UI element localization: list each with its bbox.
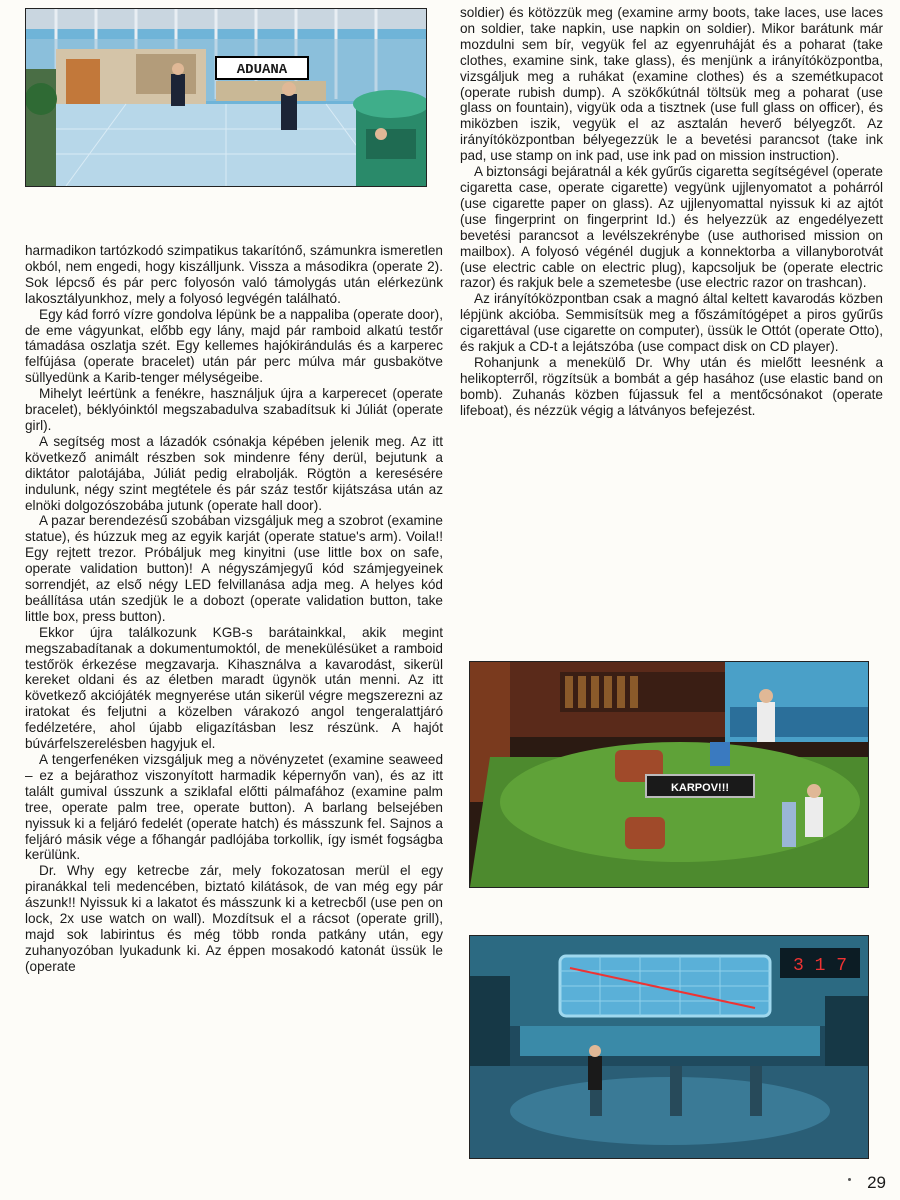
- karpov-label: KARPOV!!!: [670, 782, 730, 794]
- page-dot: [848, 1178, 851, 1181]
- control-room-scene: [470, 936, 868, 1158]
- control-display: 3 1 7: [792, 956, 848, 976]
- game-screenshot-aduana: [25, 8, 427, 187]
- paragraph: A pazar berendezésű szobában vizsgáljuk meg a szobrot (examine statue), és húzzuk meg az egyik karját (operate statue's arm). Voila!! Egy rejtett trezor. Próbáljuk meg kinyitni (use little box on safe, operate validation button)! A négyszámjegyű kód számjegyeinek sorrendjét, az első négy LED felvillanása adja meg. A helyes kód beállítása után szedjük le a dobozt (operate validation button, take little box, press button).: [25, 513, 443, 624]
- paragraph: Rohanjunk a menekülő Dr. Why után és mielőtt leesnénk a helikopterről, rögzítsük a bombát a gép hasához (use elastic band on bomb). Zuhanás közben fújassuk fel a mentőcsónakot (operate lifeboat), és nézzük végig a látványos befejezést.: [460, 354, 883, 418]
- paragraph: Mihelyt leértünk a fenékre, használjuk újra a karperecet (operate bracelet), béklyóinktól megszabadulva szabadítsuk ki Júliát (operate girl).: [25, 386, 443, 433]
- left-text-column: [25, 243, 443, 975]
- paragraph: Egy kád forró vízre gondolva lépünk be a nappaliba (operate door), de eme vágyunkat, előbb egy lány, majd pár ramboid alkatú testőr támadása oszlatja szét. Egy kellemes hajókirándulás és a karperec felfújása (operate bracelet) után pár perc múlva már gusbakötve süllyedünk a Karib-tenger mélységeibe.: [25, 306, 443, 386]
- game-screenshot-karpov: [469, 661, 869, 888]
- page-number: 29: [867, 1173, 886, 1192]
- paragraph: Dr. Why egy ketrecbe zár, mely fokozatosan merül el egy piranákkal teli medencében, biztató kilátások, de van még egy pár ászunk!! Nyissuk ki a lakatot és másszunk ki a ketrecből (use pen on lock, 2x use watch on wall). Mozdítsuk el a rácsot (operate grill), majd sok labirintus és még több ronda patkány után, egy zuhanyozóban lyukadunk ki. Az éppen mosakodó katonát üssük le (operate: [25, 863, 443, 974]
- paragraph: Az irányítóközpontban csak a magnó által keltett kavarodás közben lépjünk akcióba. Semmisítsük meg a főszámítógépet a piros gyűrűs cigarettával (use cigarette on computer), üssük le Ottót (operate Otto), és rakjuk a CD-t a lejátszóba (use compact disk on CD player).: [460, 291, 883, 355]
- paragraph: soldier) és kötözzük meg (examine army boots, take laces, use laces on soldier, take napkin, use napkin on soldier). Mikor barátunk már mozdulni sem bír, vegyük fel az egyenruháját és a poharat (take clothes, examine sink, take glass), és menjünk a irányítóközpontba, vizsgáljuk meg a ruhákat (examine clothes) és a szemétkupacot (operate rubish dump). A szökőkútnál töltsük meg a poharat (use glass on fountain), vigyük oda a tisztnek (use full glass on officer), és miközben iszik, vegyük el az asztalán heverő bélyegzőt. Az irányítóközpontban bélyegezzük le a bevetési parancsot (take ink pad, use stamp on ink pad, use ink pad on mission instruction).: [460, 5, 883, 164]
- paragraph: A segítség most a lázadók csónakja képében jelenik meg. Az itt következő animált részben sok mindenre fény derül, bejutunk a diktátor palotájába, Júliát pedig elrabolják. Rögtön a keresésére indulunk, négy szint megtétele és pár száz testőr kijátszása után az elnöki dolgozószobába jutunk (operate hall door).: [25, 433, 443, 513]
- aduana-sign: ADUANA: [236, 62, 288, 78]
- paragraph: A tengerfenéken vizsgáljuk meg a növényzetet (examine seaweed – ez a bejárathoz viszonyított harmadik képernyőn van), és az itt talált gumival ússzunk a sziklafal előtti pálmafához (examine palm tree, operate palm tree, operate button). A barlang belsejében nyissuk ki a feljáró fedelét (operate hatch) és másszunk fel. Sajnos a feljáró másik vége a főhangár padlójába torkollik, így ismét fogságba kerülünk.: [25, 752, 443, 863]
- paragraph: harmadikon tartózkodó szimpatikus takarítónő, számunkra ismeretlen okból, nem engedi, hogy kiszálljunk. Vissza a másodikra (operate 2). Sok lépcső és pár perc folyosón való támolygás után elérkezünk lakosztályunkhoz, mely a folyosó legvégén található.: [25, 243, 443, 306]
- right-text-column: [460, 5, 883, 419]
- aduana-scene: [26, 9, 426, 186]
- game-screenshot-control-room: [469, 935, 869, 1159]
- karpov-scene: [470, 662, 868, 887]
- paragraph: A biztonsági bejáratnál a kék gyűrűs cigaretta segítségével (operate cigaretta case, operate cigarette) vegyünk ujjlenyomatot a pohárról (use cigarette paper on glass). Az ujjlenyomattal nyissuk ki az ajtót (use fingerprint on fingerprint Id.) és helyezzük az engedélyezett bevetési parancsot a levélszekrénybe (use authorised mission on mailbox). A folyosó végénél dugjuk a konnektorba a villanyborotvát (use electric cable on electric plug), kapcsoljuk be (operate electric razor) és rakjuk bele a szemetesbe (use electric razor on trashcan).: [460, 164, 883, 291]
- paragraph: Ekkor újra találkozunk KGB-s barátainkkal, akik megint megszabadítanak a dokumentumoktól, de menekülésüket a ramboid testőrök érkezése megzavarja. Kihasználva a kavarodást, sikerül kereket oldani és az életben maradt ügynök után menni. Az itt következő akciójáték megnyerése után sikerül végre megszerezni az iratokat és feljutni a közelben várakozó angol tengeralattjáró fedélzetére, ahol újabb eligazításban lesz részünk. A hajót búvárfelszerelésben hagyjuk el.: [25, 624, 443, 752]
